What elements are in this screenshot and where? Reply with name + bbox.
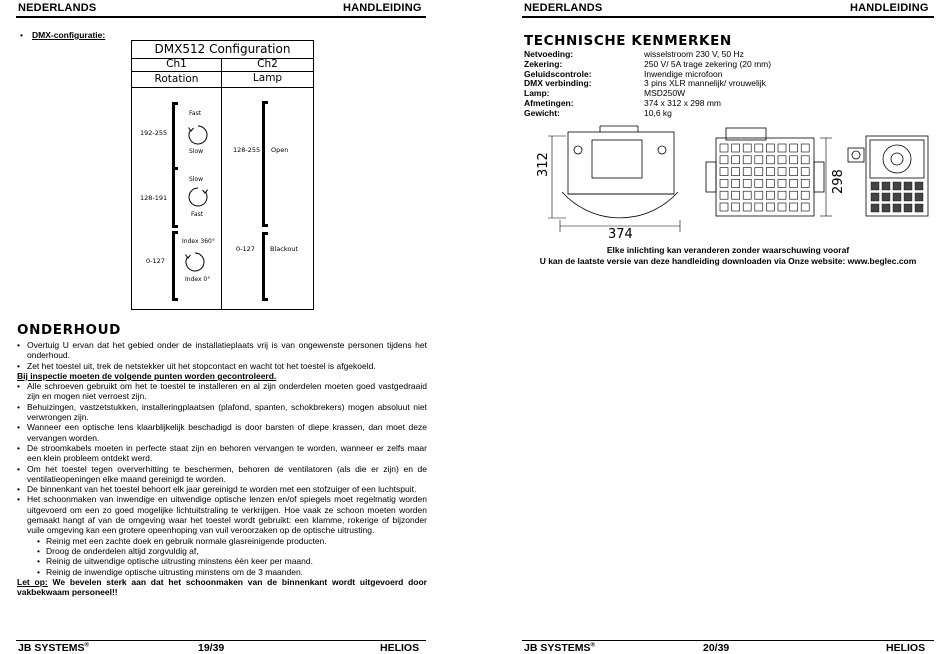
- lens-cell: [766, 203, 774, 211]
- spec-key: Gewicht:: [524, 107, 560, 118]
- lens-cell: [743, 179, 751, 187]
- list-item: • Overtuig U ervan dat het gebied onder de installatieplaats vrij is van ongewenste personen tijdens het onderhoud.: [17, 340, 427, 361]
- spec-key: Afmetingen:: [524, 97, 574, 108]
- lens-cell: [766, 179, 774, 187]
- dmx-index-0-label: Index 0°: [185, 276, 211, 283]
- lens-cell: [732, 144, 740, 152]
- index-rotation-icon: [184, 251, 206, 273]
- lens-cell: [790, 179, 798, 187]
- lens-cell: [720, 168, 728, 176]
- side-view: [562, 126, 678, 218]
- left-footer-brand: [18, 642, 89, 654]
- lens-cell: [743, 144, 751, 152]
- list-item: • Zet het toestel uit, trek de netstekker uit het stopcontact en wacht tot het toestel is afgekoeld.: [17, 361, 427, 371]
- spec-row: [524, 79, 924, 89]
- spec-value: wisselstroom 230 V, 50 Hz: [644, 49, 744, 59]
- lens-cell: [732, 168, 740, 176]
- lens-cell: [720, 203, 728, 211]
- lens-cell: [743, 168, 751, 176]
- lens-cell: [801, 179, 809, 187]
- dmx-fast-label-2: Fast: [191, 211, 204, 218]
- dmx-fast-label: Fast: [189, 110, 202, 117]
- vent-cell: [882, 182, 890, 190]
- lens-cell: [801, 168, 809, 176]
- spec-value: Inwendige microfoon: [644, 68, 723, 79]
- front-lens-grid: [720, 144, 809, 211]
- dmx-config-label: DMX-configuratie:: [32, 30, 106, 40]
- registered-mark: ®: [84, 642, 89, 649]
- list-item: • Reinig met een zachte doek en gebruik normale glasreinigende producten.: [37, 536, 427, 546]
- dim-depth-label: 298: [831, 169, 846, 194]
- spec-value: 3 pins XLR mannelijk/ vrouwelijk: [644, 78, 766, 89]
- onderhoud-content: [17, 340, 427, 597]
- onderhoud-bullets-a: [17, 340, 427, 371]
- lens-cell: [766, 144, 774, 152]
- right-header-rule: [522, 16, 934, 18]
- dmx-slow-label-2: Slow: [189, 176, 204, 183]
- list-item: • Wanneer een optische lens klaarblijkelijk beschadigd is door barsten of diepe krassen, dan moet deze vervangen worden.: [17, 422, 427, 443]
- list-item: • Om het toestel tegen oververhitting te beschermen, behoren de ventilatoren (als die er zijn) en de ventilatieopeningen elke maand gereinigd te worden.: [17, 464, 427, 485]
- right-footer-product: HELIOS: [886, 642, 926, 654]
- rotate-counterclockwise-icon: [187, 186, 209, 208]
- lens-cell: [743, 156, 751, 164]
- lens-cell: [755, 203, 763, 211]
- notice-line-1: Elke inlichting kan veranderen zonder waarschuwing vooraf: [606, 245, 850, 255]
- vent-cell: [871, 193, 879, 201]
- lens-cell: [801, 191, 809, 199]
- right-header-language: NEDERLANDS: [524, 2, 603, 14]
- dmx-range-bracket: [172, 102, 178, 170]
- dmx-column-divider: [221, 58, 222, 309]
- note-label: Let op:: [17, 576, 48, 587]
- lens-cell: [720, 156, 728, 164]
- brand-name: JB SYSTEMS: [18, 642, 85, 654]
- dmx-index-360-label: Index 360°: [182, 238, 215, 245]
- list-item: • Alle schroeven gebruikt om het te toestel te installeren en al zijn onderdelen moeten goed vastgedraaid zijn en mogen niet verroest zijn.: [17, 381, 427, 402]
- lens-cell: [778, 144, 786, 152]
- spec-row: [524, 89, 924, 99]
- dmx-range-192-255: 192-255: [140, 129, 168, 137]
- tech-specs-title: TECHNISCHE KENMERKEN: [524, 33, 732, 49]
- spec-row: [524, 99, 924, 109]
- dmx-grid-line: [132, 87, 313, 88]
- lens-cell: [778, 179, 786, 187]
- dim-height-label: 312: [536, 152, 551, 177]
- dmx-configuration-figure: [131, 40, 314, 310]
- vent-cell: [882, 193, 890, 201]
- left-page-number: 19/39: [198, 642, 225, 654]
- lens-cell: [743, 191, 751, 199]
- right-footer-brand: [524, 642, 595, 654]
- list-item: • De stroomkabels moeten in perfecte staat zijn en behoren vervangen te worden, wanneer er zelfs maar een klein probleem ontdekt werd.: [17, 443, 427, 464]
- spec-value: MSD250W: [644, 88, 686, 99]
- dmx-lamp-blackout: Blackout: [270, 245, 298, 253]
- dmx-range-bracket: [172, 231, 178, 301]
- lens-cell: [720, 179, 728, 187]
- lens-cell: [790, 156, 798, 164]
- lens-cell: [732, 203, 740, 211]
- vent-cell: [871, 204, 879, 212]
- vent-cell: [904, 204, 912, 212]
- spec-value: 374 x 312 x 298 mm: [644, 97, 722, 108]
- spec-table: [524, 50, 924, 119]
- dmx-ch1-label: Ch1: [166, 58, 187, 70]
- registered-mark: ®: [590, 642, 595, 649]
- dmx-figure-title: DMX512 Configuration: [154, 42, 291, 56]
- dmx-lamp-bracket: [262, 101, 268, 227]
- lens-cell: [801, 144, 809, 152]
- lens-cell: [778, 203, 786, 211]
- dmx-slow-label: Slow: [189, 148, 204, 155]
- left-footer-rule: [16, 640, 426, 641]
- rotate-clockwise-icon: [187, 124, 209, 146]
- dmx-lamp-range-128-255: 128-255: [233, 146, 261, 154]
- left-header-rule: [16, 16, 426, 18]
- disclaimer-notice: [522, 245, 934, 266]
- lens-cell: [755, 191, 763, 199]
- lens-cell: [743, 203, 751, 211]
- lens-cell: [778, 191, 786, 199]
- spec-value: 250 V/ 5A trage zekering (20 mm): [644, 58, 772, 69]
- dmx-ch1-function: Rotation: [154, 73, 199, 85]
- lens-cell: [801, 156, 809, 164]
- lens-cell: [766, 168, 774, 176]
- lens-cell: [732, 191, 740, 199]
- vent-cell: [871, 182, 879, 190]
- rear-vent-grid: [871, 182, 923, 212]
- vent-cell: [915, 182, 923, 190]
- brand-name: JB SYSTEMS: [524, 642, 591, 654]
- dmx-bullet: •: [20, 30, 23, 40]
- vent-cell: [915, 193, 923, 201]
- onderhoud-bullets-b: [17, 381, 427, 535]
- list-item: • Behuizingen, vastzetstukken, installeringplaatsen (plafond, spanten, schokbrekers) mogen absoluut niet verwrongen zijn.: [17, 402, 427, 423]
- right-page-number: 20/39: [703, 642, 730, 654]
- dmx-lamp-open: Open: [271, 146, 289, 154]
- vent-cell: [893, 193, 901, 201]
- dmx-lamp-range-0-127: 0-127: [236, 245, 255, 253]
- vent-cell: [893, 204, 901, 212]
- lens-cell: [778, 168, 786, 176]
- technical-drawing: [530, 122, 935, 240]
- lens-cell: [790, 168, 798, 176]
- vent-cell: [882, 204, 890, 212]
- spec-row: [524, 109, 924, 119]
- lens-cell: [766, 191, 774, 199]
- list-item: • De binnenkant van het toestel behoort elk jaar gereinigd te worden met een stofzuiger of een luchtspuit.: [17, 484, 427, 494]
- lens-cell: [766, 156, 774, 164]
- note-text: We bevelen sterk aan dat het schoonmaken van de binnenkant wordt uitgevoerd door vakbekwaam personeel!!: [17, 576, 427, 598]
- lens-cell: [720, 191, 728, 199]
- list-item: • Reinig de uitwendige optische uitrusting minstens één keer per maand.: [37, 556, 427, 566]
- vent-cell: [915, 204, 923, 212]
- lens-cell: [755, 179, 763, 187]
- left-footer-product: HELIOS: [380, 642, 420, 654]
- maintenance-note: [17, 577, 427, 598]
- spec-key: Geluidscontrole:: [524, 68, 592, 79]
- right-footer-rule: [522, 640, 934, 641]
- lens-cell: [790, 203, 798, 211]
- left-header-language: NEDERLANDS: [18, 2, 97, 14]
- lens-cell: [778, 156, 786, 164]
- lens-cell: [755, 156, 763, 164]
- vent-cell: [904, 182, 912, 190]
- onderhoud-title: ONDERHOUD: [17, 322, 121, 338]
- lens-cell: [790, 144, 798, 152]
- dim-width-label: 374: [608, 227, 633, 240]
- inspection-heading: Bij inspectie moeten de volgende punten worden gecontroleerd.: [17, 370, 277, 381]
- dmx-lamp-bracket: [262, 232, 268, 301]
- spec-key: Netvoeding:: [524, 49, 574, 59]
- dmx-range-bracket: [172, 165, 178, 228]
- list-item: • Droog de onderdelen altijd zorgvuldig af,: [37, 546, 427, 556]
- lens-cell: [790, 191, 798, 199]
- lens-cell: [720, 144, 728, 152]
- dmx-range-0-127: 0-127: [146, 257, 165, 265]
- dmx-ch2-function: Lamp: [252, 72, 283, 84]
- spec-key: Lamp:: [524, 88, 550, 99]
- lens-cell: [755, 144, 763, 152]
- lens-cell: [801, 203, 809, 211]
- lens-cell: [755, 168, 763, 176]
- cleaning-sub-bullets: [37, 536, 427, 577]
- spec-key: Zekering:: [524, 58, 563, 69]
- vent-cell: [904, 193, 912, 201]
- dmx-ch2-label: Ch2: [257, 58, 278, 70]
- spec-key: DMX verbinding:: [524, 78, 592, 89]
- spec-value: 10,6 kg: [644, 107, 672, 118]
- lens-cell: [732, 179, 740, 187]
- dmx-range-128-191: 128-191: [140, 194, 168, 202]
- list-item: • Reinig de inwendige optische uitrusting minstens om de 3 maanden.: [37, 567, 427, 577]
- lens-cell: [732, 156, 740, 164]
- notice-line-2: U kan de laatste versie van deze handleiding downloaden via Onze website: www.beglec.com: [539, 255, 917, 266]
- list-item: • Het schoonmaken van inwendige en uitwendige optische lenzen en/of spiegels moet regelmatig worden uitgevoerd om een zo goed mogelijke lichtuitstraling te verkrijgen. Hoe vaak ze schoon moeten worden gemaakt hangt af van de omgeving waar het toestel wordt gebruikt: een klamme, rokerige of bijzonder vuile omgeving kan een grotere opeenhoping van vuil veroorzaken op de optische uitrusting.: [17, 494, 427, 535]
- vent-cell: [893, 182, 901, 190]
- left-header-title: HANDLEIDING: [343, 2, 422, 14]
- right-header-title: HANDLEIDING: [850, 2, 929, 14]
